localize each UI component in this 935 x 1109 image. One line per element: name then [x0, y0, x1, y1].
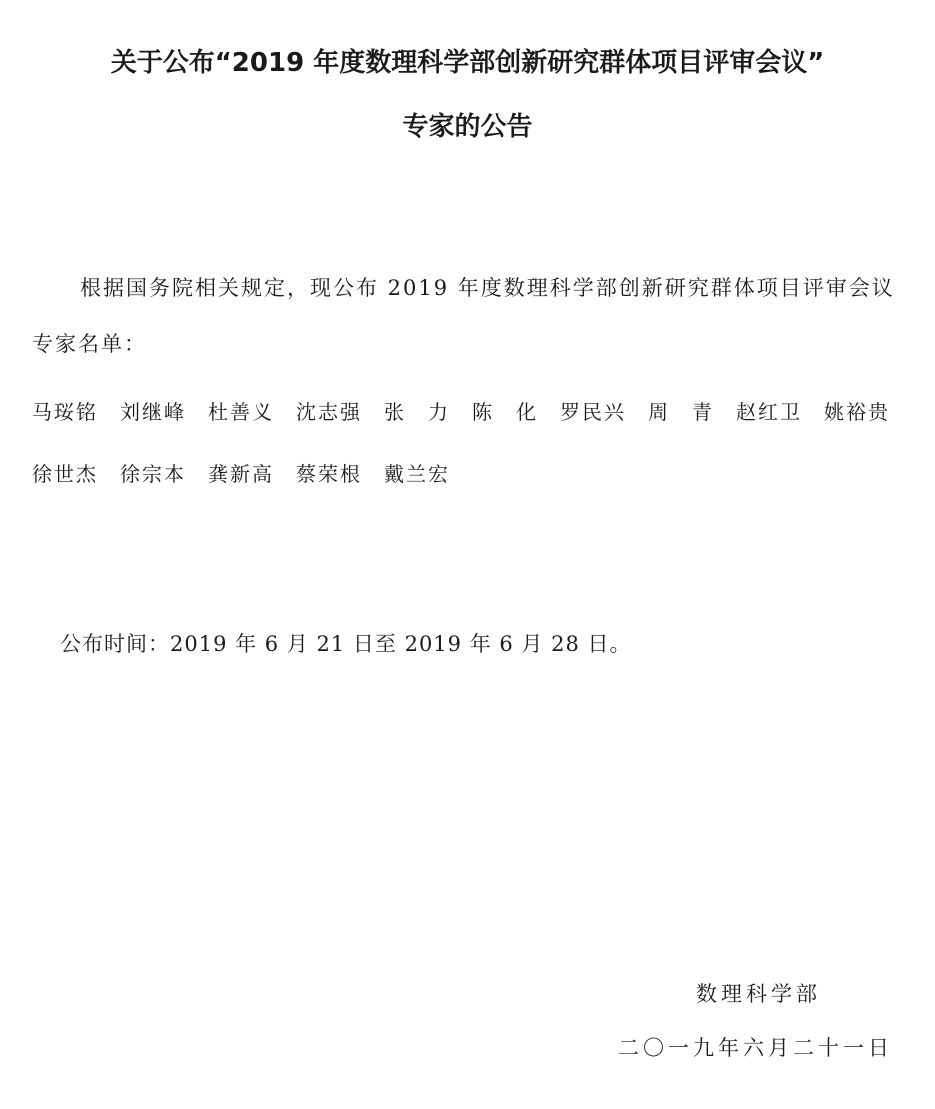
expert-name: 陈 化 — [472, 400, 538, 424]
document-title-line-2: 专家的公告 — [402, 112, 533, 142]
expert-name: 姚裕贵 — [824, 400, 890, 424]
expert-row-2 — [32, 448, 912, 510]
expert-name: 周 青 — [648, 400, 714, 424]
expert-name: 龚新高 — [208, 462, 274, 486]
expert-name: 张 力 — [384, 400, 450, 424]
expert-name: 罗民兴 — [560, 400, 626, 424]
signature-organization: 数理科学部 — [696, 982, 821, 1006]
expert-name: 杜善义 — [208, 400, 274, 424]
signature-date: 二〇一九年六月二十一日 — [618, 1036, 893, 1060]
expert-name: 徐宗本 — [120, 462, 186, 486]
document-title-line-1: 关于公布“2019 年度数理科学部创新研究群体项目评审会议” — [110, 48, 825, 78]
expert-name: 赵红卫 — [736, 400, 802, 424]
body-paragraph: 根据国务院相关规定，现公布 2019 年度数理科学部创新研究群体项目评审会议专家名单： — [32, 276, 895, 356]
expert-name: 戴兰宏 — [384, 462, 450, 486]
expert-row-1 — [32, 386, 912, 448]
expert-list — [32, 386, 912, 510]
expert-name: 马珱铭 — [32, 400, 98, 424]
expert-name: 沈志强 — [296, 400, 362, 424]
expert-name: 蔡荣根 — [296, 462, 362, 486]
expert-name: 徐世杰 — [32, 462, 98, 486]
expert-name: 刘继峰 — [120, 400, 186, 424]
publication-time: 公布时间：2019 年 6 月 21 日至 2019 年 6 月 28 日。 — [60, 632, 632, 656]
